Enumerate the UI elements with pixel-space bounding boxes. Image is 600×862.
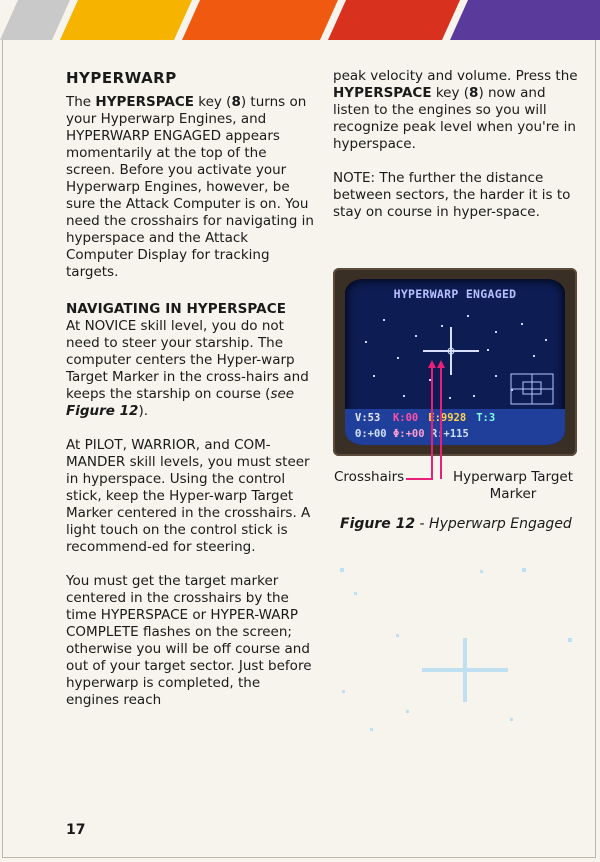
range-readout: R:+115 bbox=[430, 428, 469, 440]
targets-readout: T:3 bbox=[476, 412, 496, 424]
right-column bbox=[333, 68, 583, 221]
color-stripe-banner bbox=[0, 0, 600, 40]
velocity-readout: V:53 bbox=[355, 412, 381, 424]
phi-readout: Φ:+00 bbox=[392, 428, 425, 440]
target-marker-paragraph: You must get the target marker centered in the crosshairs by the time HYPERSPACE or HYPER-WARP COMPLETE flashes on the screen; otherwise you will be off course and out of your target sector. Just before hyperwarp is completed, the engines reach bbox=[66, 573, 312, 708]
note-paragraph: NOTE: The further the distance between sectors, the harder it is to stay on course in hyper-space. bbox=[333, 170, 571, 220]
sub-heading: NAVIGATING IN HYPERSPACE bbox=[66, 301, 287, 317]
figure-tv-frame bbox=[333, 268, 577, 456]
peak-velocity-paragraph: peak velocity and volume. Press the HYPERSPACE key (8) now and listen to the engines so you will recognize peak level when you're in hyperspace. bbox=[333, 68, 578, 152]
intro-paragraph: The HYPERSPACE key (8) turns on your Hyperwarp Engines, and HYPERWARP ENGAGED appears momentarily at the top of the screen. Before you activate your Hyperwarp Engines, however, be sure the Attack Computer is on. You need the crosshairs for navigating in hyperspace and the Attack Computer Display for tracking targets. bbox=[66, 94, 314, 280]
decorative-crosshair-icon bbox=[330, 550, 600, 770]
left-column bbox=[66, 68, 316, 709]
figure-caption: Figure 12 - Hyperwarp Engaged bbox=[340, 516, 572, 532]
crosshairs-label: Crosshairs bbox=[334, 469, 405, 485]
hyperwarp-engaged-text: HYPERWARP ENGAGED bbox=[393, 287, 517, 301]
page-number: 17 bbox=[66, 822, 86, 838]
kills-readout: K:00 bbox=[392, 412, 419, 424]
energy-readout: E:9928 bbox=[428, 412, 467, 424]
skill-levels-paragraph: At PILOT, WARRIOR, and COM-MANDER skill levels, you must steer in hyperspace. Using the control stick, keep the Hyper-warp Target Marker centered in the crosshairs. A light touch on the control stick is recommend-ed for steering. bbox=[66, 437, 311, 555]
section-heading: HYPERWARP bbox=[66, 69, 177, 87]
theta-readout: Θ:+00 bbox=[355, 428, 387, 440]
game-screen bbox=[345, 279, 565, 445]
hyperwarp-target-marker-label: Hyperwarp Target Marker bbox=[452, 469, 574, 502]
control-panel-display bbox=[345, 409, 565, 445]
novice-paragraph: At NOVICE skill level, you do not need to steer your starship. The computer centers the Hyper-warp Target Marker in the cross-hairs and keeps the starship on course (see Figure 12). bbox=[66, 318, 309, 419]
